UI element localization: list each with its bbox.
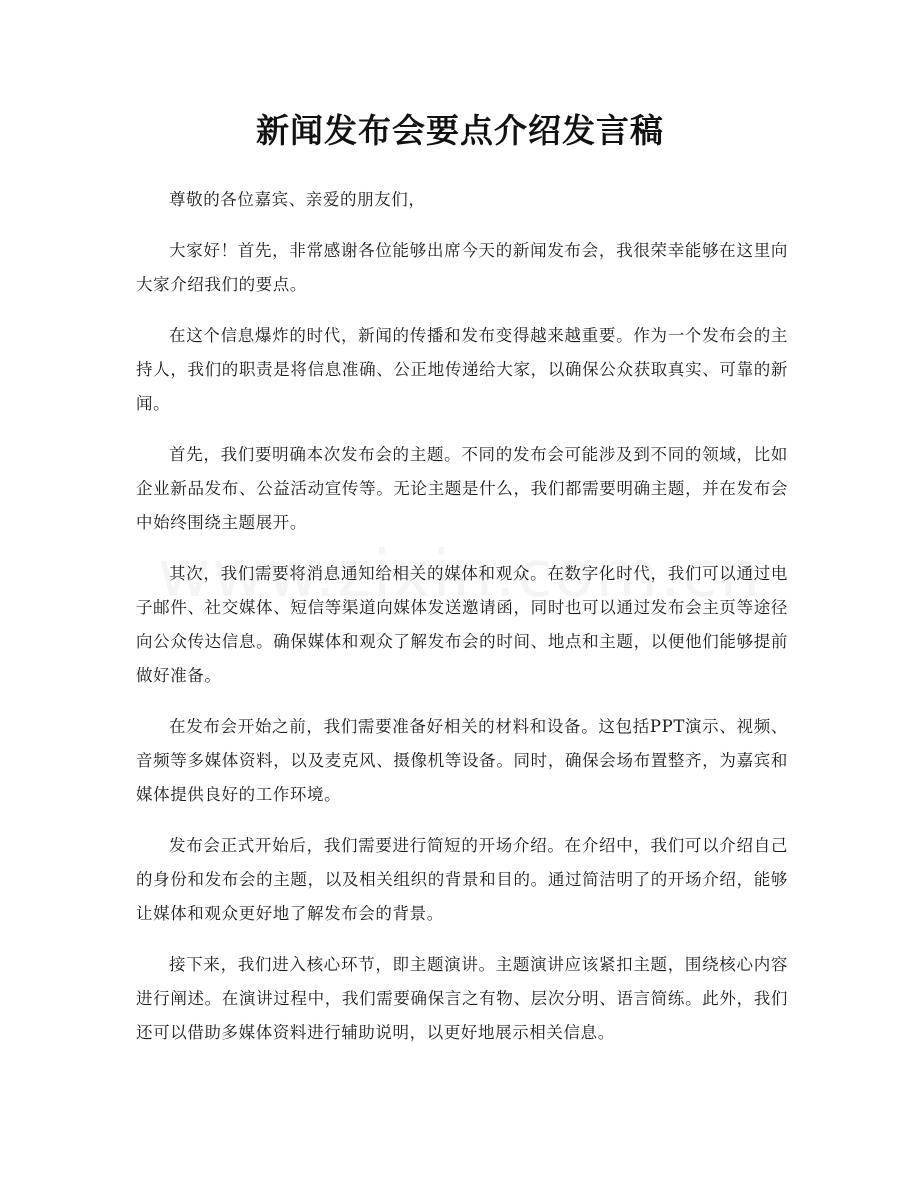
paragraph-introduction: 发布会正式开始后，我们需要进行简短的开场介绍。在介绍中，我们可以介绍自己的身份和发布会的主题，以及相关组织的背景和目的。通过简洁明了的开场介绍，能够让媒体和观众更好地了解发布会的背景。 (136, 836, 788, 923)
paragraph-greeting: 尊敬的各位嘉宾、亲爱的朋友们， (169, 190, 426, 209)
paragraph-opening: 大家好！首先，非常感谢各位能够出席今天的新闻发布会，我很荣幸能够在这里向大家介绍我们的要点。 (136, 241, 788, 294)
paragraph-keynote: 接下来，我们进入核心环节，即主题演讲。主题演讲应该紧扣主题，围绕核心内容进行阐述。在演讲过程中，我们需要确保言之有物、层次分明、语言简练。此外，我们还可以借助多媒体资料进行辅助说明，以更好地展示相关信息。 (136, 955, 788, 1042)
document-body (136, 183, 788, 1067)
page-title: 新闻发布会要点介绍发言稿 (256, 111, 664, 150)
paragraph-context: 在这个信息爆炸的时代，新闻的传播和发布变得越来越重要。作为一个发布会的主持人，我们的职责是将信息准确、公正地传递给大家，以确保公众获取真实、可靠的新闻。 (136, 326, 788, 413)
paragraph-preparation: 在发布会开始之前，我们需要准备好相关的材料和设备。这包括PPT演示、视频、音频等多媒体资料，以及麦克风、摄像机等设备。同时，确保会场布置整齐，为嘉宾和媒体提供良好的工作环境。 (136, 717, 788, 804)
paragraph-theme: 首先，我们要明确本次发布会的主题。不同的发布会可能涉及到不同的领域，比如企业新品发布、公益活动宣传等。无论主题是什么，我们都需要明确主题，并在发布会中始终围绕主题展开。 (136, 445, 788, 532)
paragraph-notification: 其次，我们需要将消息通知给相关的媒体和观众。在数字化时代，我们可以通过电子邮件、社交媒体、短信等渠道向媒体发送邀请函，同时也可以通过发布会主页等途径向公众传达信息。确保媒体和观众了解发布会的时间、地点和主题，以便他们能够提前做好准备。 (136, 564, 788, 685)
